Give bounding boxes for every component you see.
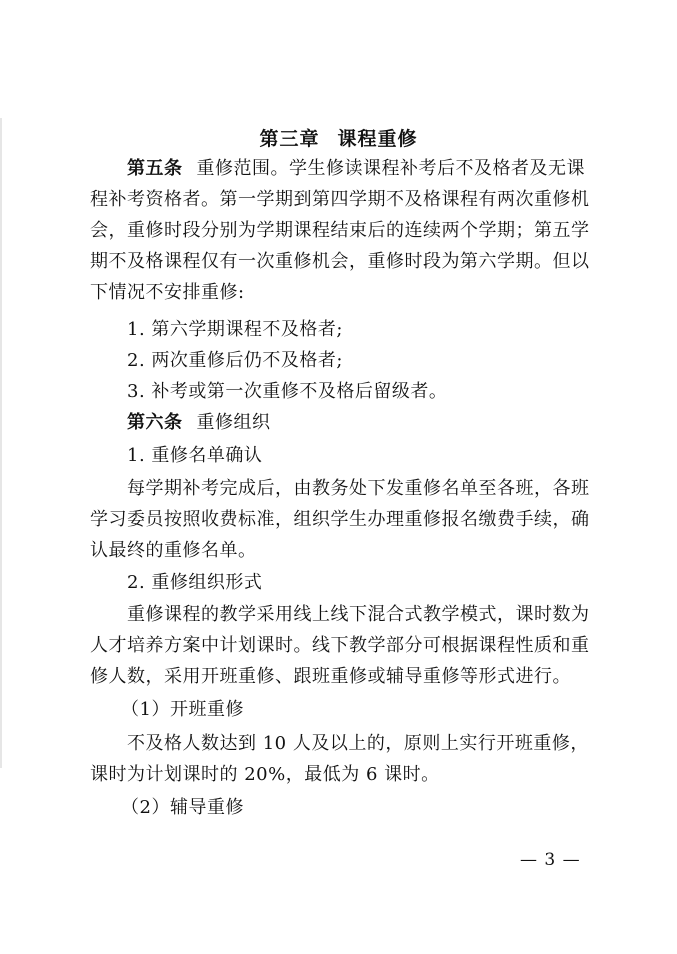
chapter-name: 课程重修: [337, 128, 418, 150]
page-number: — 3 —: [520, 850, 581, 870]
article-5-text: 重修范围。学生修读课程补考后不及格者及无课程补考资格者。第一学期到第四学期不及格课程有两次重修机会，重修时段分别为学期课程结束后的连续两个学期；第五学期不及格课程仅有一次重修机会，重修时段为第六学期。但以下情况不安排重修:: [90, 158, 590, 303]
section-2-paragraph: 重修课程的教学采用线上线下混合式教学模式，课时数为人才培养方案中计划课时。线下教学部分可根据课程性质和重修人数，采用开班重修、跟班重修或辅导重修等形式进行。: [90, 604, 590, 687]
sub-item-2-heading: （2）辅导重修: [121, 797, 244, 818]
article-6-label: 第六条: [127, 412, 183, 433]
article-5-item-2: 2. 两次重修后仍不及格者;: [127, 350, 343, 371]
article-6-heading: [127, 407, 597, 438]
chapter-number: 第三章: [259, 128, 320, 150]
article-6-title: 重修组织: [196, 412, 271, 433]
section-1-heading: 1. 重修名单确认: [127, 445, 263, 466]
article-5-paragraph: [90, 153, 600, 308]
article-5-item-1: 1. 第六学期课程不及格者;: [127, 319, 343, 340]
article-5-label: 第五条: [127, 158, 183, 179]
chapter-title: [0, 126, 677, 152]
sub-item-1-paragraph: 不及格人数达到 10 人及以上的，原则上实行开班重修，课时为计划课时的 20%，最低为 6 课时。: [90, 733, 589, 785]
section-1-paragraph: 每学期补考完成后，由教务处下发重修名单至各班，各班学习委员按照收费标准，组织学生办理重修报名缴费手续，确认最终的重修名单。: [90, 478, 590, 561]
section-2-heading: 2. 重修组织形式: [127, 572, 263, 593]
sub-item-1-heading: （1）开班重修: [121, 699, 244, 720]
article-5-item-3: 3. 补考或第一次重修不及格后留级者。: [127, 381, 448, 402]
